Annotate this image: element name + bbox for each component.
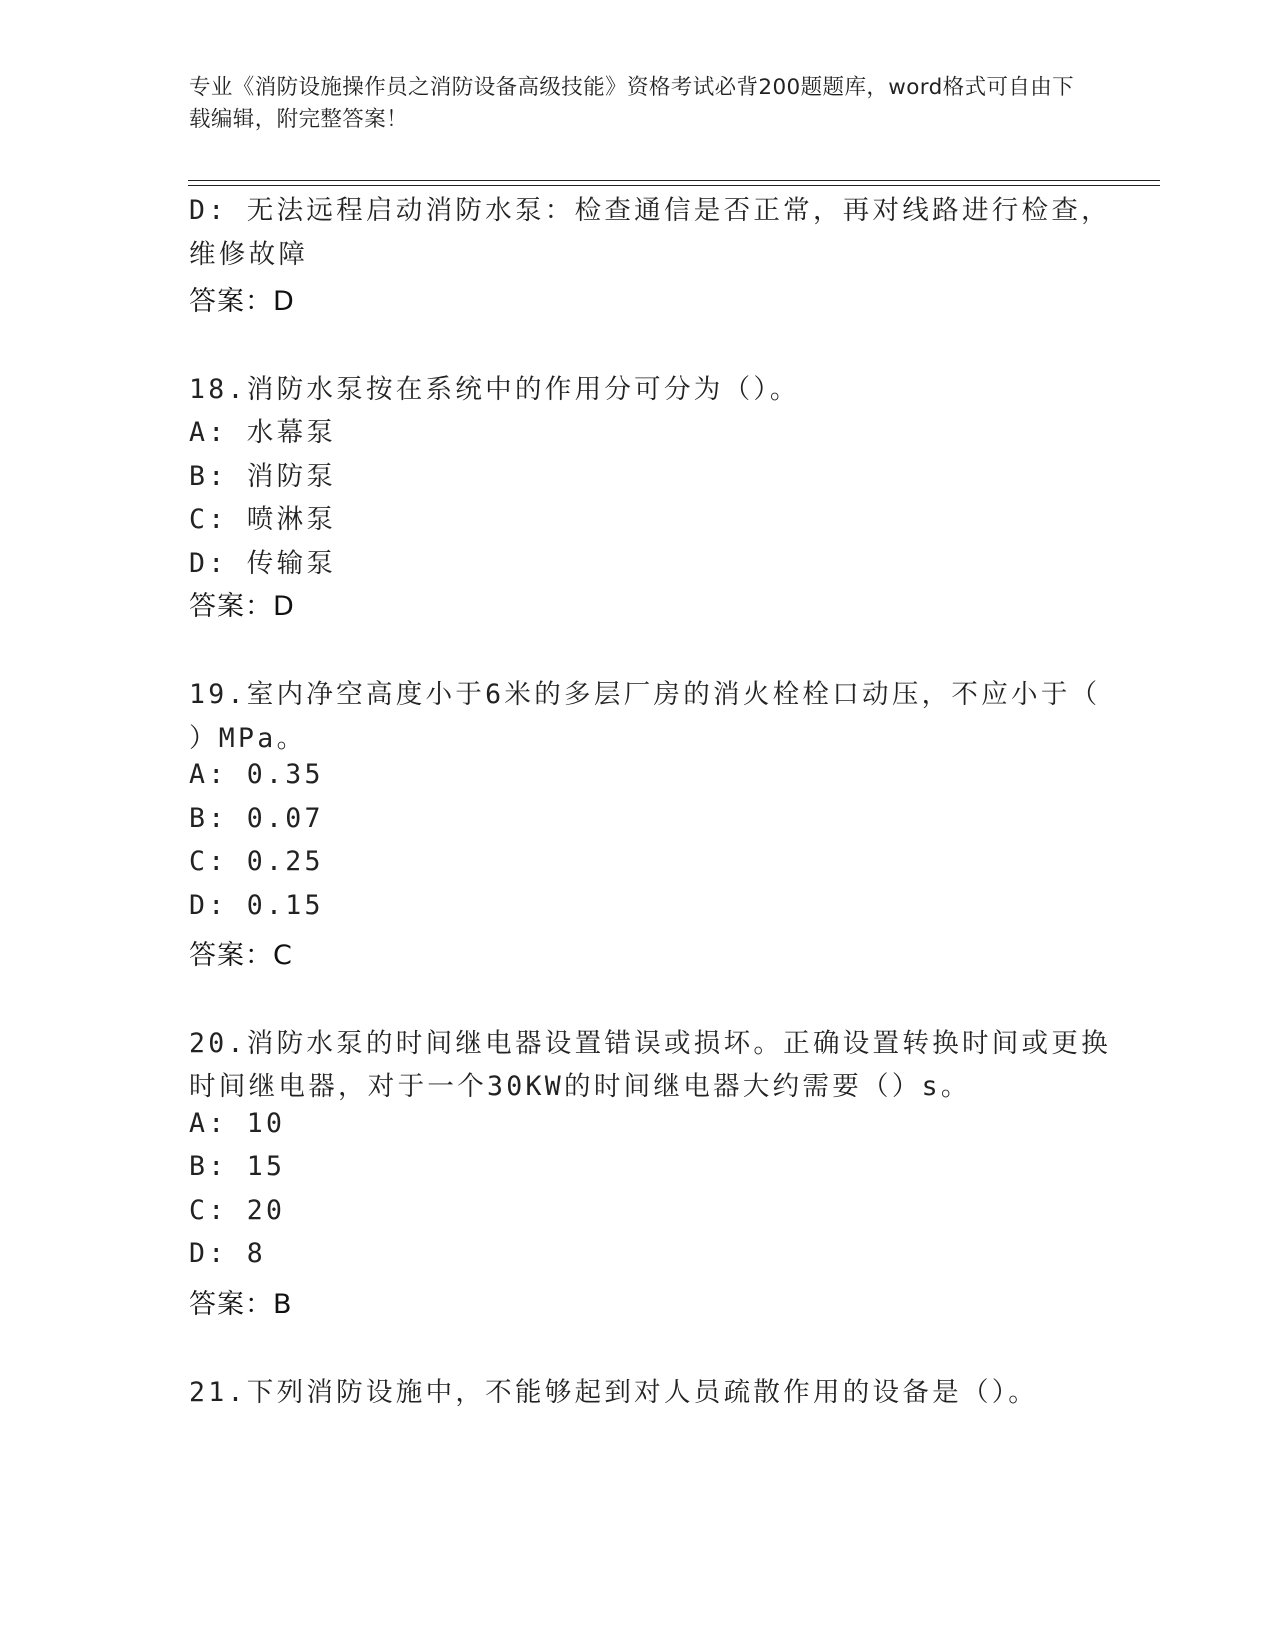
q20-option-a: A: 10 <box>189 1108 286 1139</box>
q18-option-b: B: 消防泵 <box>189 461 337 492</box>
q18-option-a: A: 水幕泵 <box>189 417 337 448</box>
q18-option-d: D: 传输泵 <box>189 548 337 579</box>
q20-option-d: D: 8 <box>189 1238 267 1269</box>
q21-stem: 21.下列消防设施中，不能够起到对人员疏散作用的设备是（）。 <box>189 1377 1039 1408</box>
prev-option-d-line1: D: 无法远程启动消防水泵：检查通信是否正常，再对线路进行检查， <box>189 195 1111 226</box>
q20-option-b: B: 15 <box>189 1151 286 1182</box>
header-divider-top <box>188 180 1160 181</box>
header-divider-bottom <box>188 185 1160 186</box>
q20-option-c: C: 20 <box>189 1195 286 1226</box>
q18-answer: 答案：D <box>189 591 295 622</box>
prev-answer: 答案：D <box>189 286 295 317</box>
q19-answer: 答案：C <box>189 940 293 971</box>
q19-option-d: D: 0.15 <box>189 890 324 921</box>
q19-option-a: A: 0.35 <box>189 759 324 790</box>
q20-stem-line1: 20.消防水泵的时间继电器设置错误或损坏。正确设置转换时间或更换 <box>189 1028 1111 1059</box>
q20-answer: 答案：B <box>189 1289 293 1320</box>
q18-stem: 18.消防水泵按在系统中的作用分可分为（）。 <box>189 374 800 405</box>
prev-option-d-line2: 维修故障 <box>189 239 309 270</box>
q18-option-c: C: 喷淋泵 <box>189 504 337 535</box>
q19-option-c: C: 0.25 <box>189 846 324 877</box>
q19-option-b: B: 0.07 <box>189 803 324 834</box>
q19-stem-line1: 19.室内净空高度小于6米的多层厂房的消火栓栓口动压，不应小于（ <box>189 679 1101 710</box>
q20-stem-line2: 时间继电器，对于一个30KW的时间继电器大约需要（）s。 <box>189 1071 971 1102</box>
q19-stem-line2: ）MPa。 <box>189 723 307 754</box>
document-header: 专业《消防设施操作员之消防设备高级技能》资格考试必背200题题库，word格式可自由下载编辑，附完整答案！ <box>189 75 1075 132</box>
